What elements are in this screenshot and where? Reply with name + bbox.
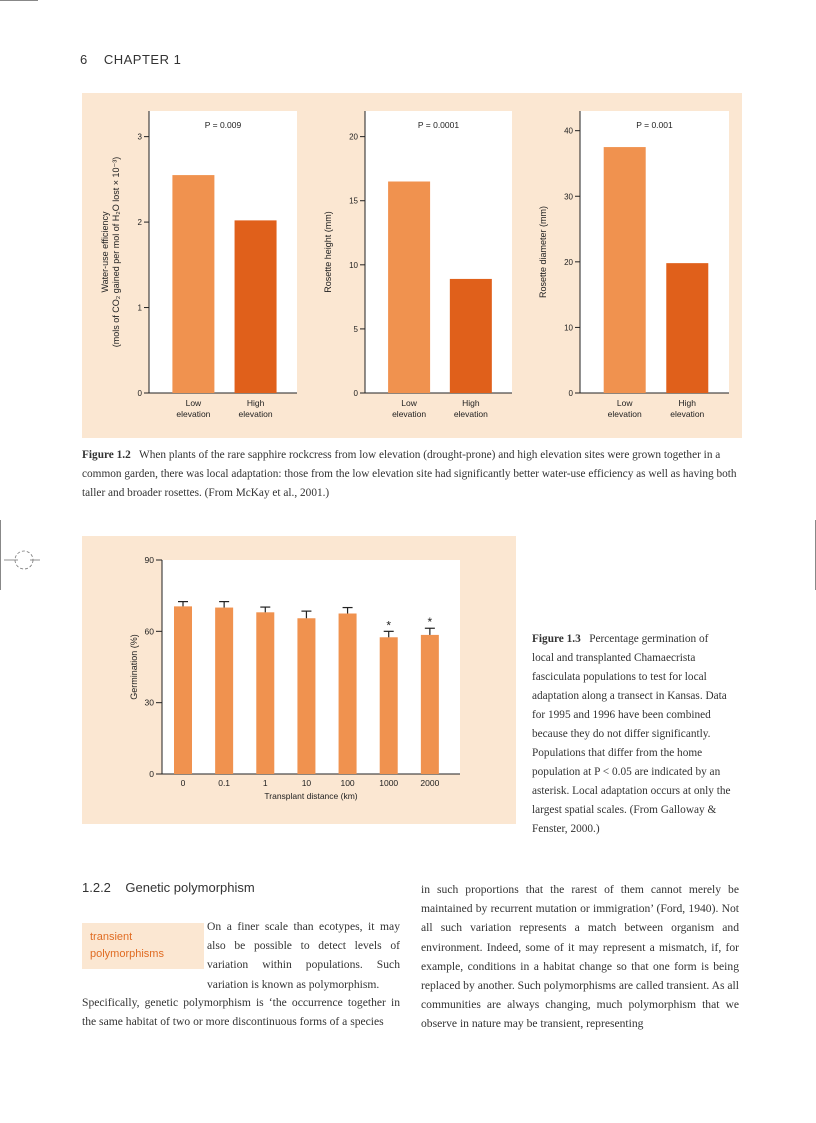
y-axis-label: Rosette height (mm): [323, 211, 333, 293]
x-tick-label: High: [246, 398, 265, 408]
y-tick-label: 40: [564, 126, 573, 136]
section-title: Genetic polymorphism: [125, 880, 255, 895]
figure-1-3-chart: [82, 536, 516, 824]
y-axis-label: Rosette diameter (mm): [538, 205, 548, 299]
bar: [380, 637, 398, 774]
y-axis-label: Germination (%): [129, 634, 139, 700]
figure-1-3-label: Figure 1.3: [532, 633, 581, 645]
y-tick-label: 0: [568, 389, 573, 398]
bar: [388, 182, 430, 394]
margin-note-text: transient polymorphisms: [90, 931, 164, 960]
y-tick-label: 60: [144, 626, 154, 637]
bar: [235, 220, 277, 393]
bar: [450, 279, 492, 393]
y-tick-label: 90: [144, 555, 154, 565]
panel-3: [538, 111, 729, 419]
y-tick-label: 1: [137, 303, 142, 313]
column-2-text: in such proportions that the rarest of them cannot merely be maintained by recurrent mutation or immigration’ (Ford, 1940). Not all such variation represents a match between organism and environment. Indeed, some of it may represent a mismatch, if, for example, conditions in a habitat change so that one form is being replaced by another. Such polymorphisms are called transient. As all communities are always changing, much polymorphism that we observe in nature may be transient, representing: [421, 883, 739, 1031]
x-tick-label: 10: [301, 778, 312, 788]
y-tick-label: 0: [353, 389, 358, 398]
bar: [604, 147, 646, 393]
figure-1-2-label: Figure 1.2: [82, 449, 131, 461]
registration-mark: [0, 548, 42, 572]
x-tick-label: elevation: [238, 409, 273, 419]
bar: [215, 608, 233, 774]
margin-note: [82, 923, 204, 969]
bar: [174, 606, 192, 774]
bar: [421, 635, 439, 774]
figure-1-2-panel: [82, 93, 742, 438]
y-tick-label: 10: [349, 260, 358, 270]
figure-1-2-caption-text: When plants of the rare sapphire rockcress from low elevation (drought-prone) and high elevation sites were grown together in a common garden, there was local adaptation: those from the low elevation site had significantly better water-use efficiency as well as having both taller and broader rosettes. (From McKay et al., 2001.): [82, 449, 737, 499]
column-1-text: Specifically, genetic polymorphism is ‘the occurrence together in the same habitat of two or more discontinuous forms of a species: [82, 996, 400, 1029]
x-tick-label: elevation: [176, 409, 211, 419]
bar: [172, 175, 214, 393]
y-tick-label: 0: [149, 769, 154, 779]
x-tick-label: 1000: [379, 778, 399, 788]
x-tick-label: High: [678, 398, 697, 408]
chapter-label: CHAPTER 1: [103, 52, 182, 67]
panel-title: P = 0.0001: [417, 120, 460, 130]
y-tick-label: 2: [137, 218, 142, 228]
x-tick-label: 0.1: [218, 778, 231, 788]
y-tick-label: 10: [564, 323, 573, 333]
panel-2: [323, 111, 512, 419]
x-tick-label: Low: [401, 398, 417, 408]
y-tick-label: 15: [349, 196, 358, 206]
figure-1-3-panel: [82, 536, 516, 824]
bar: [666, 263, 708, 393]
x-tick-label: Low: [185, 398, 202, 408]
y-axis-label: (mols of CO₂ gained per mol of H₂O lost × 10⁻³): [111, 156, 121, 348]
x-tick-label: Low: [616, 398, 633, 408]
bar: [256, 612, 274, 774]
panel-title: P = 0.009: [204, 120, 242, 130]
significance-asterisk: *: [427, 615, 433, 630]
x-tick-label: elevation: [670, 409, 705, 419]
section-heading: [82, 880, 255, 895]
y-tick-label: 20: [349, 132, 358, 142]
figure-1-3-caption-text: Percentage germination of local and transplanted Chamaecrista fasciculata populations to test for local adaptation along a transect in Kansas. Data for 1995 and 1996 have been combined because they do not differ significantly. Populations that differ from the home population at P < 0.05 are indicated by an asterisk. Local adaptation occurs at only the largest spatial scales. (From Galloway & Fenster, 2000.): [532, 633, 731, 835]
figure-1-2-chart: [82, 93, 742, 438]
bar: [297, 618, 315, 774]
bar: [339, 614, 357, 775]
x-tick-label: elevation: [453, 409, 488, 419]
y-tick-label: 30: [144, 697, 154, 708]
figure-1-2-caption: [82, 446, 742, 503]
y-tick-label: 0: [137, 389, 142, 398]
crop-mark: [0, 0, 38, 1]
column-1-indented-text: On a finer scale than ecotypes, it may also be possible to detect levels of variation within populations. Such variation is known as polymorphism.: [207, 920, 400, 991]
y-tick-label: 5: [353, 324, 358, 334]
x-axis-label: Transplant distance (km): [264, 791, 358, 801]
x-tick-label: elevation: [392, 409, 427, 419]
x-tick-label: 0: [180, 778, 186, 788]
y-axis-label: Water-use efficiency: [100, 211, 110, 293]
running-header: [80, 52, 193, 67]
panel-1: [100, 111, 297, 419]
x-tick-label: elevation: [607, 409, 642, 419]
figure-1-3-caption: [532, 630, 732, 839]
page-number: 6: [80, 52, 88, 67]
y-tick-label: 20: [564, 257, 573, 267]
y-tick-label: 3: [137, 132, 142, 142]
y-tick-label: 30: [564, 192, 573, 202]
x-tick-label: 100: [340, 778, 355, 788]
x-tick-label: 1: [262, 778, 268, 788]
section-number: 1.2.2: [82, 880, 111, 895]
x-tick-label: 2000: [420, 778, 440, 788]
significance-asterisk: *: [386, 618, 392, 633]
panel-title: P = 0.001: [636, 120, 673, 130]
x-tick-label: High: [462, 398, 480, 408]
